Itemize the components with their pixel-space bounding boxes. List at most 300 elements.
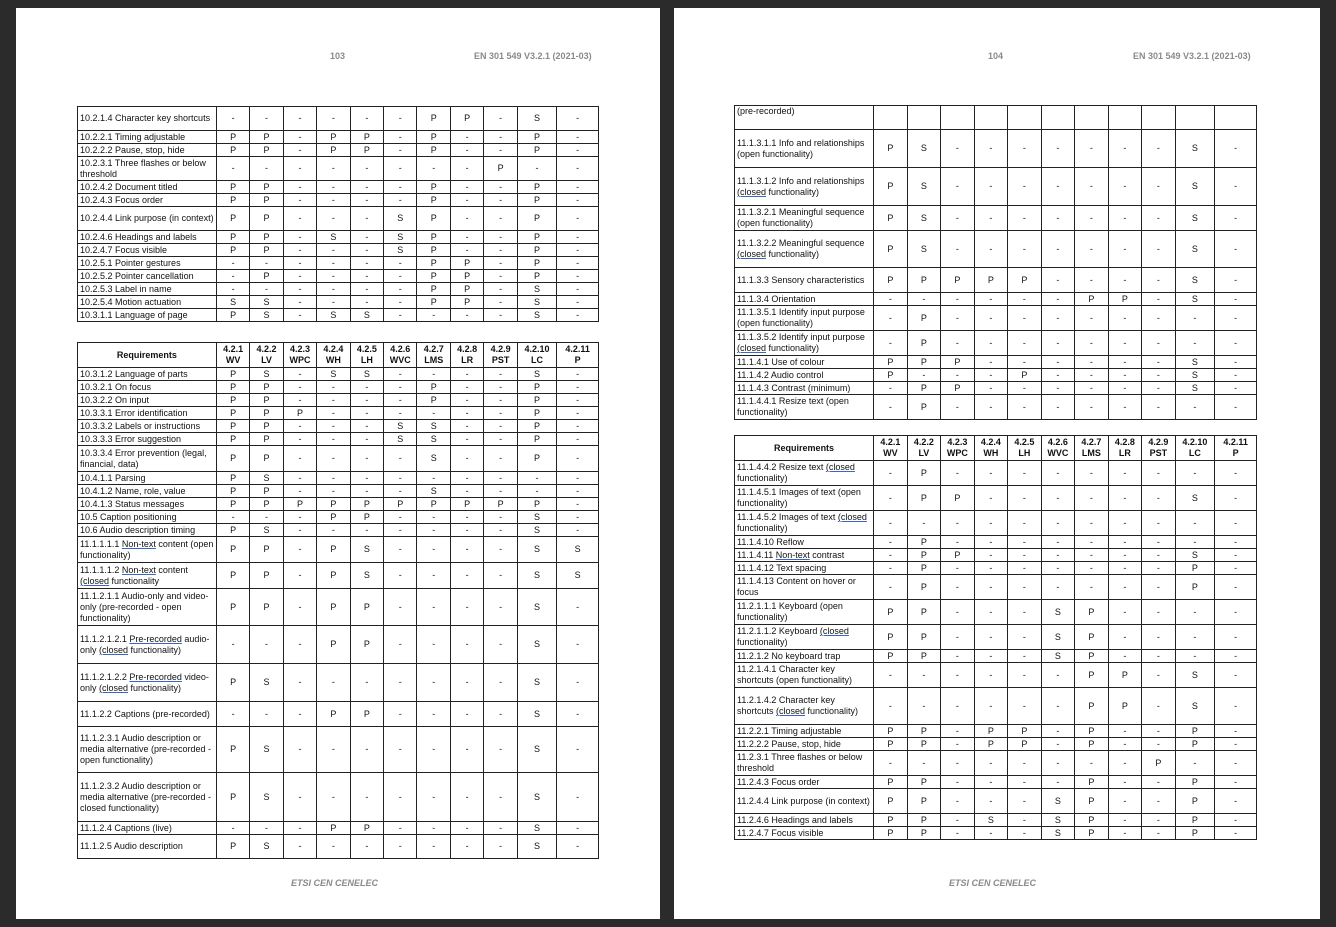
requirement-label: 11.1.2.3.1 Audio description or media alternative (pre-recorded - open functionality): [78, 727, 217, 773]
applicability-cell: -: [317, 296, 350, 309]
table-row: [78, 407, 599, 420]
applicability-cell: P: [317, 144, 350, 157]
applicability-cell: P: [907, 814, 941, 827]
requirement-label: 11.1.3.2.2 Meaningful sequence (closed functionality): [735, 231, 874, 268]
criteria-column-header: 4.2.10 LC: [1175, 436, 1215, 461]
requirement-label: 11.1.4.13 Content on hover or focus: [735, 575, 874, 600]
applicability-cell: -: [1175, 600, 1215, 625]
applicability-cell: -: [350, 207, 383, 231]
applicability-cell: -: [450, 144, 483, 157]
applicability-cell: -: [484, 537, 517, 563]
applicability-cell: -: [317, 394, 350, 407]
applicability-cell: P: [450, 270, 483, 283]
applicability-cell: -: [317, 835, 350, 859]
applicability-cell: [1075, 106, 1109, 130]
applicability-cell: P: [1108, 293, 1142, 306]
table-row: [78, 107, 599, 131]
applicability-cell: -: [417, 835, 450, 859]
applicability-cell: P: [517, 181, 557, 194]
applicability-cell: P: [317, 626, 350, 664]
applicability-cell: -: [317, 727, 350, 773]
criteria-column-header: 4.2.3 WPC: [283, 343, 316, 368]
applicability-cell: P: [1075, 738, 1109, 751]
table-row: [735, 106, 1257, 130]
requirement-label: 11.2.4.4 Link purpose (in context): [735, 789, 874, 814]
applicability-cell: -: [317, 381, 350, 394]
applicability-cell: -: [283, 524, 316, 537]
applicability-cell: P: [216, 537, 249, 563]
applicability-cell: -: [1041, 536, 1075, 549]
requirement-label: 11.2.1.4.2 Character key shortcuts (closed functionality): [735, 688, 874, 725]
applicability-cell: P: [317, 589, 350, 626]
applicability-cell: P: [216, 589, 249, 626]
table-row: [735, 549, 1257, 562]
applicability-cell: -: [1108, 231, 1142, 268]
table-row: [78, 381, 599, 394]
applicability-cell: -: [350, 485, 383, 498]
applicability-cell: -: [450, 433, 483, 446]
requirement-label: 11.2.1.1.1 Keyboard (open functionality): [735, 600, 874, 625]
applicability-cell: -: [384, 727, 417, 773]
applicability-cell: P: [517, 381, 557, 394]
applicability-cell: S: [517, 309, 557, 322]
applicability-cell: -: [250, 511, 283, 524]
applicability-cell: -: [941, 293, 975, 306]
applicability-cell: P: [907, 575, 941, 600]
applicability-cell: -: [283, 144, 316, 157]
applicability-cell: S: [517, 822, 557, 835]
applicability-cell: -: [484, 446, 517, 472]
applicability-cell: -: [484, 131, 517, 144]
applicability-cell: S: [350, 563, 383, 589]
applicability-cell: P: [1075, 625, 1109, 650]
applicability-cell: -: [1075, 369, 1109, 382]
applicability-cell: -: [1215, 600, 1257, 625]
applicability-cell: -: [283, 157, 316, 181]
applicability-cell: S: [1175, 663, 1215, 688]
applicability-cell: -: [874, 562, 908, 575]
applicability-cell: -: [283, 309, 316, 322]
table-row: [735, 369, 1257, 382]
applicability-cell: -: [283, 727, 316, 773]
table-row: [78, 524, 599, 537]
applicability-cell: -: [1041, 382, 1075, 395]
applicability-cell: -: [216, 257, 249, 270]
applicability-cell: -: [874, 536, 908, 549]
applicability-cell: S: [517, 511, 557, 524]
applicability-cell: -: [1008, 600, 1042, 625]
applicability-cell: -: [1215, 130, 1257, 168]
applicability-cell: -: [557, 446, 599, 472]
applicability-cell: -: [1142, 331, 1176, 356]
requirement-label: 11.2.2.2 Pause, stop, hide: [735, 738, 874, 751]
table-header-row: [735, 436, 1257, 461]
applicability-cell: S: [1041, 650, 1075, 663]
requirement-label: 11.1.4.4.1 Resize text (open functionality): [735, 395, 874, 420]
applicability-cell: P: [350, 131, 383, 144]
applicability-cell: S: [557, 563, 599, 589]
applicability-cell: -: [974, 130, 1008, 168]
applicability-cell: -: [974, 356, 1008, 369]
table-row: [78, 773, 599, 822]
applicability-cell: P: [974, 268, 1008, 293]
applicability-cell: -: [484, 835, 517, 859]
applicability-cell: S: [517, 368, 557, 381]
applicability-cell: -: [216, 157, 249, 181]
applicability-cell: P: [907, 625, 941, 650]
applicability-cell: -: [283, 420, 316, 433]
applicability-cell: -: [557, 296, 599, 309]
applicability-cell: -: [484, 270, 517, 283]
table-row: [78, 472, 599, 485]
applicability-cell: -: [450, 181, 483, 194]
applicability-cell: -: [1108, 725, 1142, 738]
requirement-label: 10.3.2.1 On focus: [78, 381, 217, 394]
applicability-cell: -: [317, 283, 350, 296]
requirement-label: 10.6 Audio description timing: [78, 524, 217, 537]
applicability-cell: -: [283, 296, 316, 309]
applicability-cell: -: [1108, 600, 1142, 625]
table-row: [735, 511, 1257, 536]
applicability-cell: -: [941, 575, 975, 600]
applicability-cell: -: [907, 688, 941, 725]
applicability-cell: -: [1108, 268, 1142, 293]
applicability-cell: -: [417, 727, 450, 773]
applicability-cell: -: [283, 433, 316, 446]
applicability-cell: -: [450, 207, 483, 231]
applicability-cell: S: [1041, 600, 1075, 625]
applicability-cell: -: [557, 524, 599, 537]
applicability-cell: -: [1142, 549, 1176, 562]
requirement-label: 10.3.1.2 Language of parts: [78, 368, 217, 381]
applicability-cell: P: [874, 789, 908, 814]
applicability-cell: -: [557, 664, 599, 702]
applicability-cell: -: [974, 789, 1008, 814]
applicability-cell: -: [874, 306, 908, 331]
applicability-cell: S: [517, 664, 557, 702]
applicability-cell: -: [1108, 625, 1142, 650]
applicability-cell: P: [216, 664, 249, 702]
table-row: [78, 231, 599, 244]
applicability-cell: P: [250, 144, 283, 157]
applicability-cell: -: [1215, 776, 1257, 789]
applicability-cell: -: [1075, 562, 1109, 575]
criteria-column-header: 4.2.10 LC: [517, 343, 557, 368]
requirement-label: 11.1.1.1.1 Non-text content (open functionality): [78, 537, 217, 563]
applicability-cell: P: [250, 563, 283, 589]
applicability-cell: -: [941, 789, 975, 814]
requirement-label: 10.2.4.7 Focus visible: [78, 244, 217, 257]
requirements-table: [77, 342, 599, 859]
applicability-cell: -: [484, 472, 517, 485]
applicability-cell: -: [1008, 231, 1042, 268]
applicability-cell: -: [1215, 486, 1257, 511]
applicability-cell: -: [283, 194, 316, 207]
applicability-cell: -: [350, 664, 383, 702]
applicability-cell: -: [484, 822, 517, 835]
applicability-cell: P: [250, 207, 283, 231]
applicability-cell: P: [450, 107, 483, 131]
table-row: [78, 563, 599, 589]
applicability-cell: S: [1175, 231, 1215, 268]
applicability-cell: S: [517, 283, 557, 296]
applicability-cell: -: [317, 773, 350, 822]
applicability-cell: -: [1215, 688, 1257, 725]
applicability-cell: P: [216, 207, 249, 231]
applicability-cell: -: [974, 536, 1008, 549]
applicability-cell: S: [517, 773, 557, 822]
applicability-cell: -: [874, 688, 908, 725]
applicability-cell: P: [317, 131, 350, 144]
applicability-cell: P: [1075, 814, 1109, 827]
applicability-cell: -: [317, 407, 350, 420]
applicability-cell: -: [557, 835, 599, 859]
applicability-cell: P: [941, 549, 975, 562]
applicability-cell: P: [216, 563, 249, 589]
applicability-cell: -: [216, 283, 249, 296]
applicability-cell: -: [384, 257, 417, 270]
table-row: [78, 394, 599, 407]
applicability-cell: -: [1041, 549, 1075, 562]
applicability-cell: -: [450, 835, 483, 859]
table-row: [78, 446, 599, 472]
applicability-cell: P: [517, 420, 557, 433]
table-row: [78, 626, 599, 664]
applicability-cell: P: [874, 814, 908, 827]
table-row: [78, 181, 599, 194]
applicability-cell: P: [216, 433, 249, 446]
applicability-cell: -: [250, 283, 283, 296]
table-row: [78, 702, 599, 727]
applicability-cell: -: [974, 306, 1008, 331]
applicability-cell: S: [1175, 688, 1215, 725]
requirement-label: 10.2.2.1 Timing adjustable: [78, 131, 217, 144]
applicability-cell: P: [874, 600, 908, 625]
table-row: [735, 789, 1257, 814]
table-row: [78, 537, 599, 563]
applicability-cell: -: [941, 369, 975, 382]
applicability-cell: -: [1175, 650, 1215, 663]
applicability-cell: S: [1175, 130, 1215, 168]
applicability-cell: P: [1175, 738, 1215, 751]
applicability-cell: P: [1075, 688, 1109, 725]
applicability-cell: -: [941, 751, 975, 776]
applicability-cell: -: [384, 524, 417, 537]
applicability-cell: -: [941, 625, 975, 650]
applicability-cell: -: [874, 461, 908, 486]
applicability-cell: P: [450, 257, 483, 270]
applicability-cell: P: [517, 131, 557, 144]
requirement-label: 11.1.2.5 Audio description: [78, 835, 217, 859]
applicability-cell: P: [216, 727, 249, 773]
applicability-cell: P: [216, 368, 249, 381]
applicability-cell: -: [450, 626, 483, 664]
applicability-cell: S: [250, 773, 283, 822]
applicability-cell: P: [417, 270, 450, 283]
applicability-cell: P: [1008, 738, 1042, 751]
criteria-column-header: 4.2.1 WV: [874, 436, 908, 461]
applicability-cell: P: [317, 498, 350, 511]
applicability-cell: -: [484, 107, 517, 131]
applicability-cell: P: [907, 827, 941, 840]
applicability-cell: -: [1041, 331, 1075, 356]
table-row: [78, 194, 599, 207]
applicability-cell: P: [1175, 776, 1215, 789]
requirement-label: 10.2.5.2 Pointer cancellation: [78, 270, 217, 283]
applicability-cell: -: [1008, 395, 1042, 420]
applicability-cell: -: [484, 257, 517, 270]
table-row: [735, 356, 1257, 369]
applicability-cell: P: [216, 472, 249, 485]
applicability-cell: -: [450, 446, 483, 472]
applicability-cell: -: [1215, 827, 1257, 840]
applicability-cell: S: [417, 420, 450, 433]
applicability-cell: -: [1142, 688, 1176, 725]
applicability-cell: P: [450, 498, 483, 511]
applicability-cell: P: [874, 356, 908, 369]
requirements-table-continued: [734, 105, 1257, 420]
table-row: [735, 168, 1257, 206]
applicability-cell: -: [1041, 575, 1075, 600]
table-row: [78, 511, 599, 524]
requirement-label: 11.1.3.4 Orientation: [735, 293, 874, 306]
page-footer: ETSI CEN CENELEC: [291, 878, 379, 888]
applicability-cell: P: [1175, 789, 1215, 814]
requirement-label: 10.2.4.3 Focus order: [78, 194, 217, 207]
applicability-cell: S: [1175, 206, 1215, 231]
applicability-cell: -: [1142, 663, 1176, 688]
applicability-cell: -: [484, 231, 517, 244]
requirements-table-continued: [77, 106, 599, 322]
applicability-cell: -: [1008, 293, 1042, 306]
applicability-cell: -: [283, 537, 316, 563]
applicability-cell: -: [1008, 814, 1042, 827]
applicability-cell: [874, 106, 908, 130]
applicability-cell: -: [384, 270, 417, 283]
applicability-cell: -: [1215, 511, 1257, 536]
applicability-cell: -: [1008, 827, 1042, 840]
applicability-cell: -: [1041, 461, 1075, 486]
applicability-cell: -: [1108, 130, 1142, 168]
applicability-cell: -: [1075, 549, 1109, 562]
applicability-cell: P: [1075, 725, 1109, 738]
applicability-cell: P: [1075, 293, 1109, 306]
applicability-cell: -: [1008, 206, 1042, 231]
applicability-cell: -: [1041, 293, 1075, 306]
requirement-label: 11.1.3.3 Sensory characteristics: [735, 268, 874, 293]
applicability-cell: P: [907, 738, 941, 751]
applicability-cell: P: [317, 702, 350, 727]
applicability-cell: -: [1008, 688, 1042, 725]
applicability-cell: -: [283, 446, 316, 472]
applicability-cell: -: [974, 369, 1008, 382]
applicability-cell: S: [557, 537, 599, 563]
criteria-column-header: 4.2.2 LV: [250, 343, 283, 368]
applicability-cell: -: [1108, 575, 1142, 600]
applicability-cell: -: [317, 472, 350, 485]
applicability-cell: -: [874, 382, 908, 395]
criteria-column-header: 4.2.4 WH: [317, 343, 350, 368]
applicability-cell: -: [874, 331, 908, 356]
applicability-cell: -: [250, 626, 283, 664]
applicability-cell: -: [283, 257, 316, 270]
applicability-cell: P: [317, 563, 350, 589]
applicability-cell: -: [484, 563, 517, 589]
applicability-cell: -: [1142, 575, 1176, 600]
applicability-cell: -: [1041, 231, 1075, 268]
table-row: [735, 395, 1257, 420]
applicability-cell: -: [1041, 776, 1075, 789]
applicability-cell: -: [1215, 331, 1257, 356]
applicability-cell: -: [557, 368, 599, 381]
applicability-cell: P: [517, 407, 557, 420]
requirement-label: 11.1.1.1.2 Non-text content (closed functionality: [78, 563, 217, 589]
criteria-column-header: 4.2.5 LH: [1008, 436, 1042, 461]
applicability-cell: S: [384, 231, 417, 244]
table-row: [735, 382, 1257, 395]
applicability-cell: P: [250, 244, 283, 257]
applicability-cell: -: [1215, 395, 1257, 420]
applicability-cell: P: [250, 394, 283, 407]
applicability-cell: S: [250, 368, 283, 381]
applicability-cell: -: [1041, 206, 1075, 231]
applicability-cell: -: [283, 563, 316, 589]
applicability-cell: -: [557, 394, 599, 407]
page-104: [674, 8, 1320, 919]
applicability-cell: -: [384, 194, 417, 207]
applicability-cell: -: [941, 331, 975, 356]
table-row: [78, 420, 599, 433]
applicability-cell: S: [417, 485, 450, 498]
applicability-cell: S: [384, 433, 417, 446]
requirement-label: 10.2.4.4 Link purpose (in context): [78, 207, 217, 231]
applicability-cell: P: [874, 776, 908, 789]
applicability-cell: -: [1041, 168, 1075, 206]
applicability-cell: P: [417, 283, 450, 296]
applicability-cell: -: [417, 511, 450, 524]
table-row: [78, 589, 599, 626]
requirements-column-header: Requirements: [78, 343, 217, 368]
applicability-cell: S: [517, 537, 557, 563]
applicability-cell: -: [1142, 600, 1176, 625]
criteria-column-header: 4.2.4 WH: [974, 436, 1008, 461]
applicability-cell: -: [1041, 751, 1075, 776]
applicability-cell: -: [941, 725, 975, 738]
applicability-cell: -: [557, 727, 599, 773]
applicability-cell: P: [1075, 827, 1109, 840]
applicability-cell: -: [450, 511, 483, 524]
applicability-cell: -: [1142, 206, 1176, 231]
applicability-cell: -: [384, 835, 417, 859]
applicability-cell: -: [974, 688, 1008, 725]
applicability-cell: S: [517, 589, 557, 626]
table-row: [78, 157, 599, 181]
document-id: EN 301 549 V3.2.1 (2021-03): [474, 51, 592, 61]
applicability-cell: P: [907, 549, 941, 562]
applicability-cell: S: [417, 433, 450, 446]
applicability-cell: -: [450, 773, 483, 822]
applicability-cell: -: [250, 822, 283, 835]
applicability-cell: [941, 106, 975, 130]
applicability-cell: S: [517, 702, 557, 727]
applicability-cell: -: [484, 394, 517, 407]
applicability-cell: -: [384, 563, 417, 589]
applicability-cell: -: [1215, 725, 1257, 738]
applicability-cell: P: [907, 536, 941, 549]
applicability-cell: S: [1175, 356, 1215, 369]
applicability-cell: -: [1041, 738, 1075, 751]
applicability-cell: -: [317, 485, 350, 498]
